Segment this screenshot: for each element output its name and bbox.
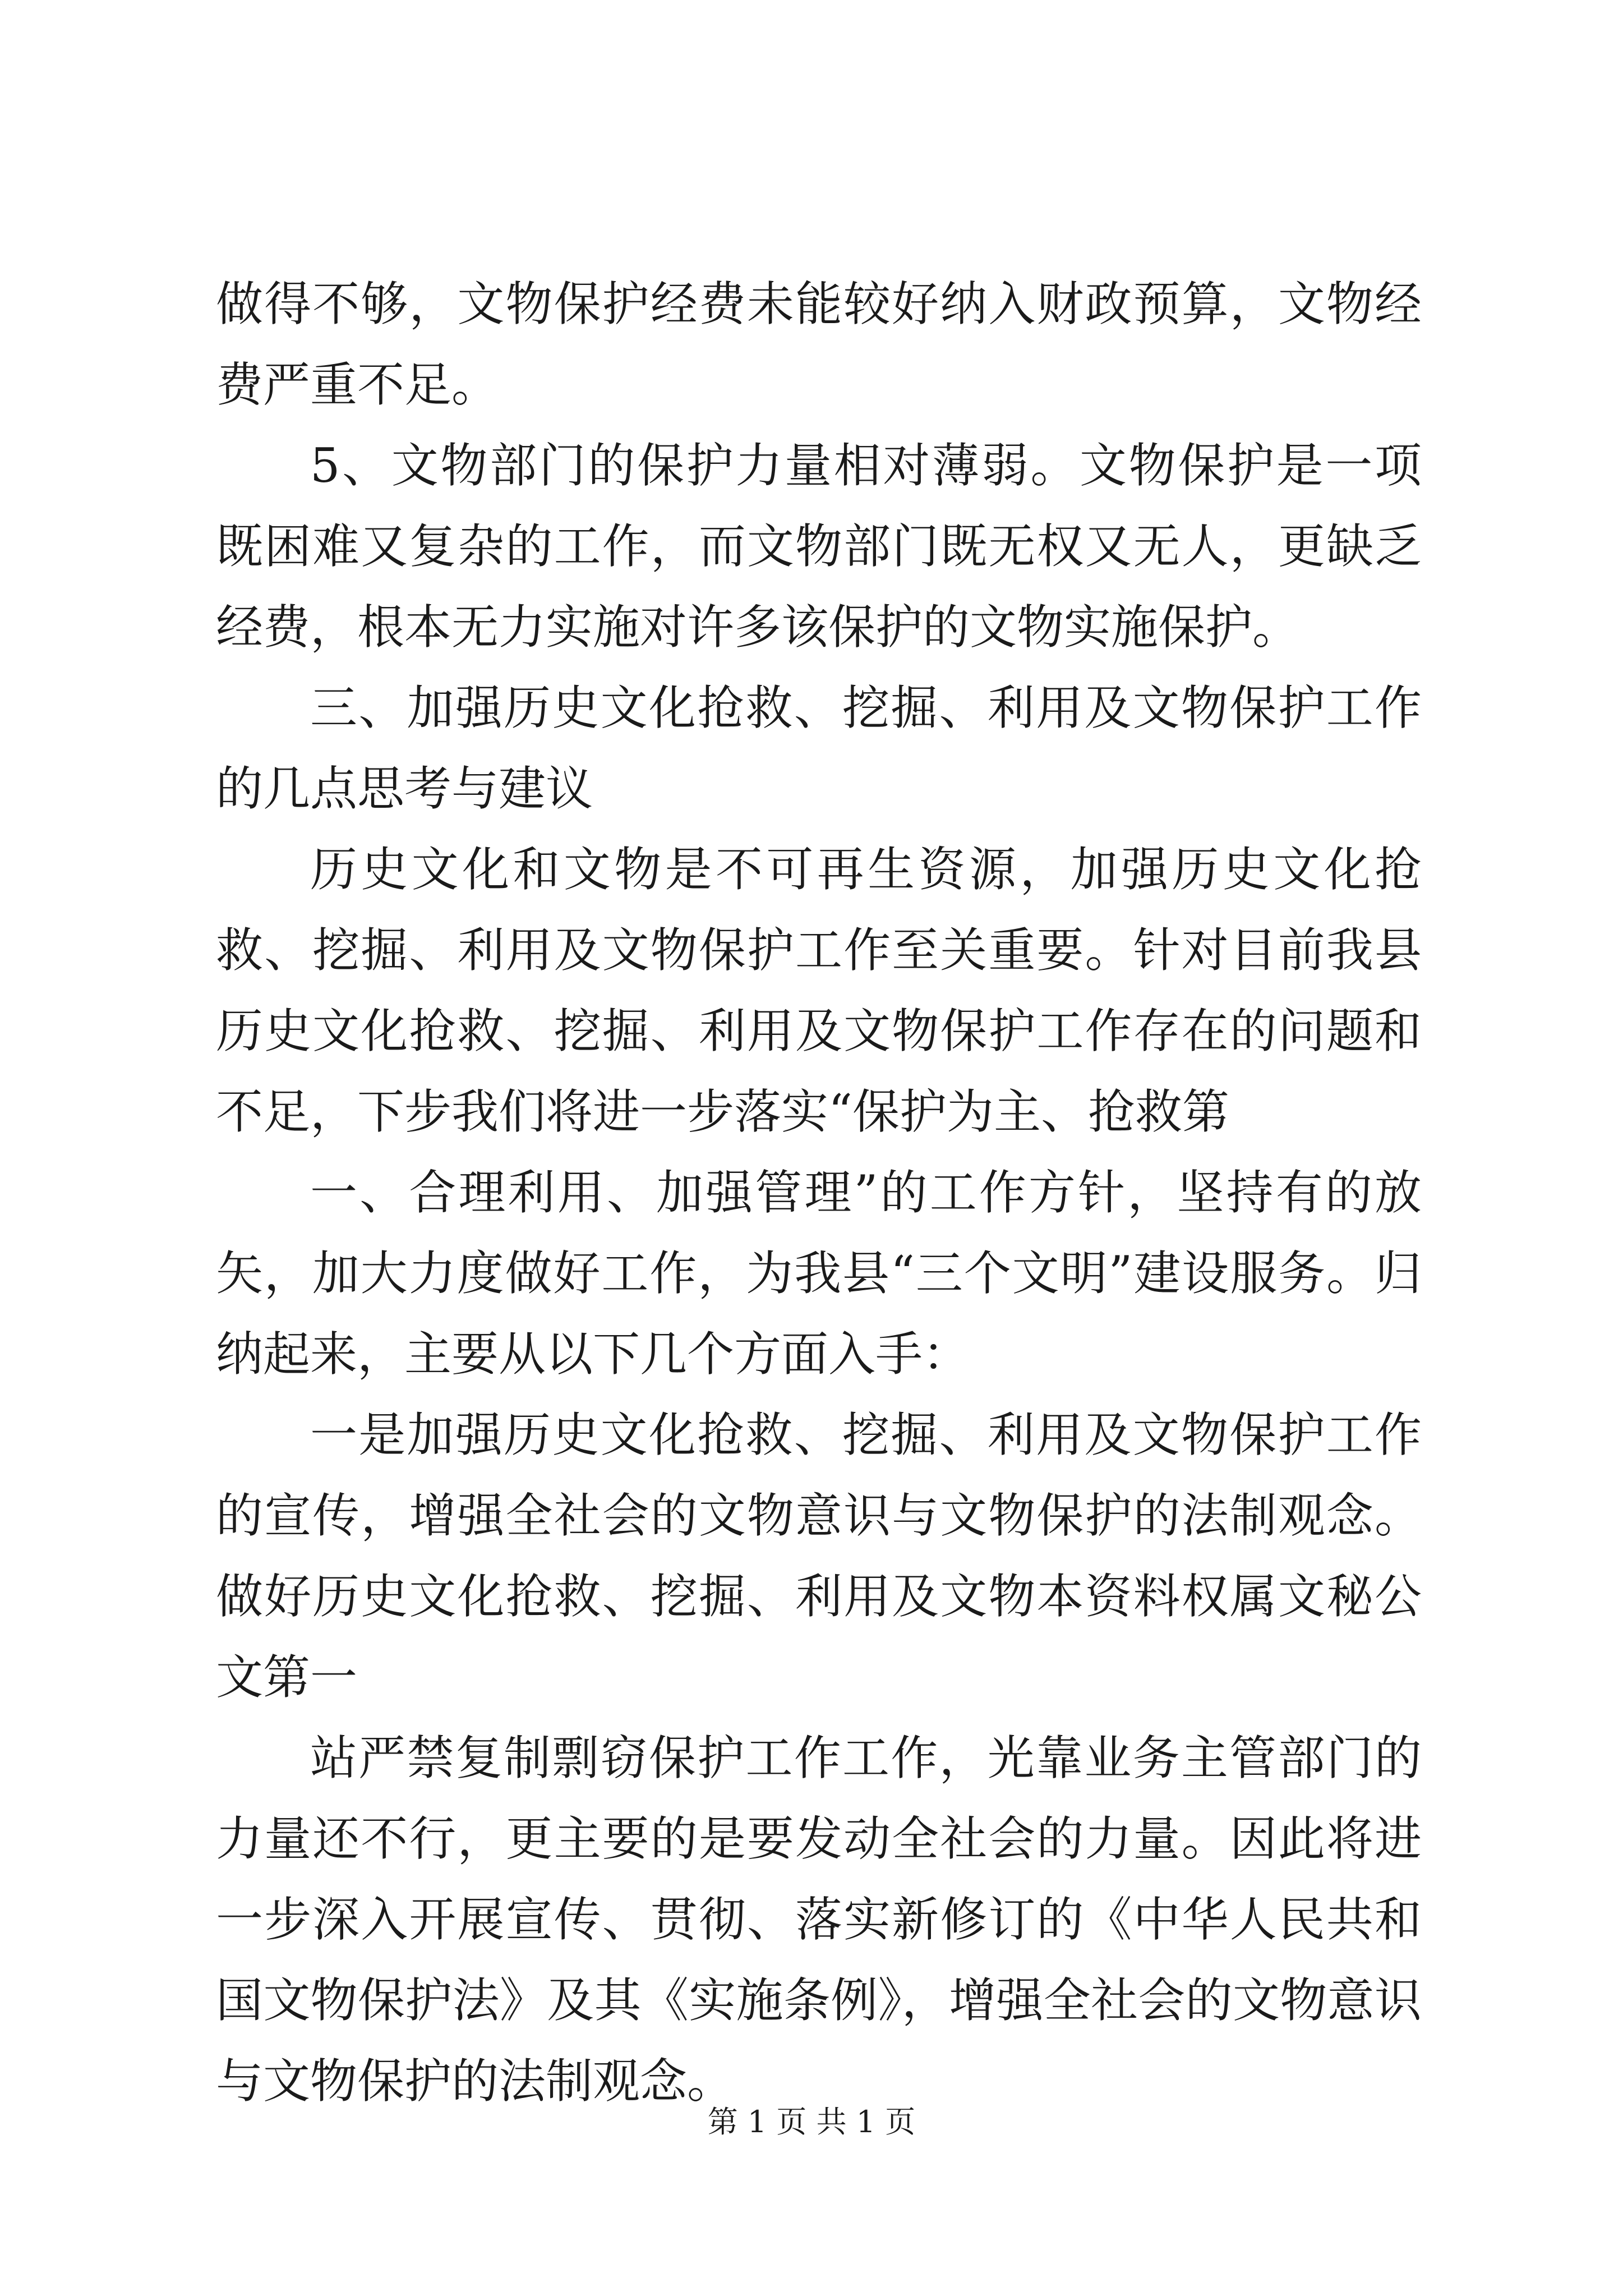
paragraph: 站严禁复制剽窃保护工作工作，光靠业务主管部门的力量还不行，更主要的是要发动全社会的力量。因此将进一步深入开展宣传、贯彻、落实新修订的《中华人民共和国文物保护法》及其《实施条例》，增强全社会的文物意识与文物保护的法制观念。 [216,1731,1422,2109]
paragraph: 一是加强历史文化抢救、挖掘、利用及文物保护工作的宣传，增强全社会的文物意识与文物保护的法制观念。做好历史文化抢救、挖掘、利用及文物本资料权属文秘公文第一 [216,1407,1422,1705]
paragraph: 历史文化和文物是不可再生资源，加强历史文化抢救、挖掘、利用及文物保护工作至关重要。针对目前我县历史文化抢救、挖掘、利用及文物保护工作存在的问题和不足，下步我们将进一步落实“保护为主、抢救第 [216,842,1422,1139]
document-body [216,264,1422,2122]
section-heading: 三、加强历史文化抢救、挖掘、利用及文物保护工作的几点思考与建议 [216,680,1422,816]
page-footer: 第 1 页 共 1 页 [707,2104,916,2139]
paragraph: 做得不够，文物保护经费未能较好纳入财政预算，文物经费严重不足。 [216,277,1422,412]
paragraph: 5、文物部门的保护力量相对薄弱。文物保护是一项既困难又复杂的工作，而文物部门既无权又无人，更缺乏经费，根本无力实施对许多该保护的文物实施保护。 [216,438,1422,655]
paragraph: 一、合理利用、加强管理”的工作方针，坚持有的放矢，加大力度做好工作，为我县“三个文明”建设服务。归纳起来，主要从以下几个方面入手： [216,1165,1422,1382]
